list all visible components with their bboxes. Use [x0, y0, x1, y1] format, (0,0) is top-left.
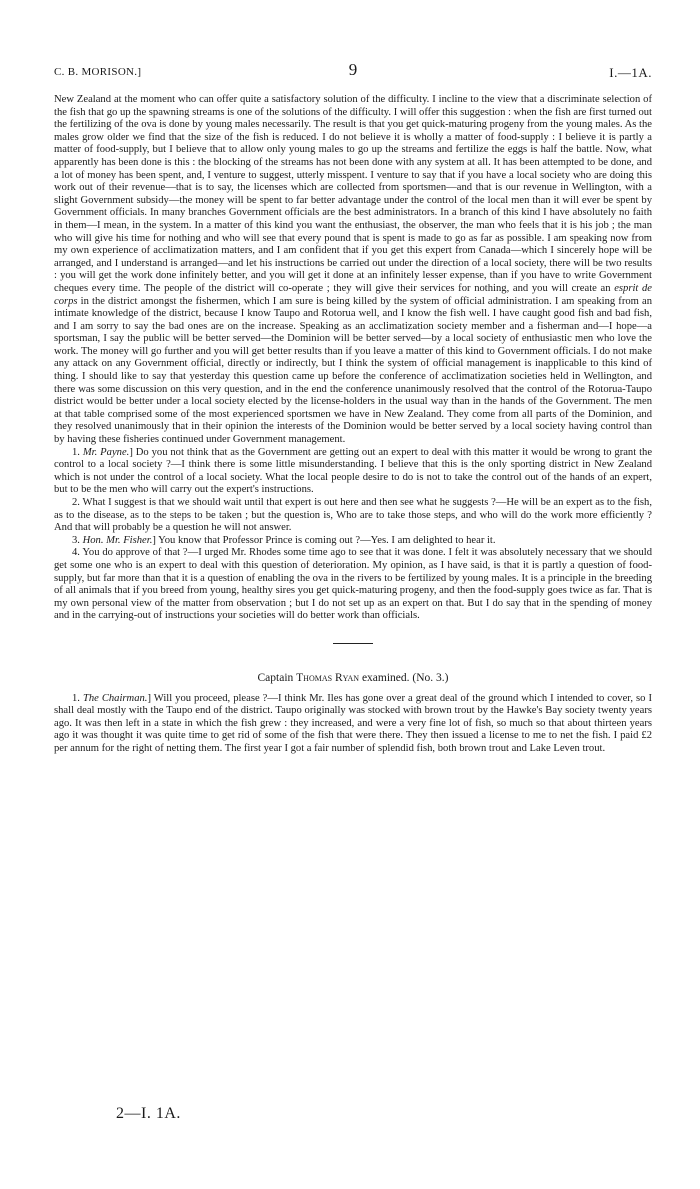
- italic-text: Mr. Payne.: [82, 446, 130, 458]
- testimony-body: [54, 94, 652, 756]
- paragraph: [54, 447, 652, 497]
- paragraph: [54, 547, 652, 623]
- italic-text: The Chairman.: [82, 692, 148, 704]
- paragraph-text: 2. What I suggest is that we should wait until that expert is out here and then see what he suggests ?—He will be an expert as to the fish, as to the disease, as to the steps to be taken ; but the question is, Who are to take those steps, and who will do the work more efficiently ? And that will probably be a question he will not answer.: [54, 497, 652, 534]
- paragraph: [54, 693, 652, 756]
- document-reference: I.—1A.: [609, 65, 652, 80]
- witness-name: Thomas Ryan: [296, 671, 360, 684]
- paragraph-text: 1.: [72, 692, 83, 704]
- paragraph: [54, 497, 652, 535]
- document-page: [54, 60, 652, 756]
- italic-text: esprit de corps: [54, 282, 653, 307]
- paragraph-text: 1.: [72, 446, 83, 458]
- page-header: [54, 60, 652, 82]
- testimony-paragraphs: [54, 94, 652, 623]
- paragraph-text: 4. You do approve of that ?—I urged Mr. Rhodes some time ago to see that it was done. I felt it was absolutely necessary that we should get some one who is an expert to deal with this question of deterioration. My opinion, as I have said, is that it is partly a question of food-supply, but far more than that it is a question of enabling the ova in the rivers to be fertilized by young males. It is a principle in the breeding of all animals that if you breed from young, healthy sires you get quick-maturing progeny, and then the food-supply goes twice as far. That is my own personal view of the matter from observation ; but I do not set up as an expert on that. But I do say that in the spending of money and in the carrying-out of instructions your societies will do better work than officials.: [54, 547, 652, 622]
- paragraph: [54, 94, 652, 447]
- witness-heading: [54, 672, 652, 685]
- italic-text: Hon. Mr. Fisher.: [82, 534, 153, 546]
- paragraph-text: 3.: [72, 534, 83, 546]
- header-author: C. B. MORISON.]: [54, 66, 142, 78]
- page-number: 9: [348, 60, 358, 79]
- paragraph-text: ] Do you not think that as the Government are getting out an expert to deal with this matter it would be wrong to grant the control to a local society ?—I think there is some little misunderstanding. I believe that this is the only sporting district in New Zealand which is not under the control of a local society. What the local people desire to do is not to take the control out of the hands of an expert, but to be the men who will carry out the expert's instructions.: [54, 446, 653, 496]
- witness-paragraphs: [54, 693, 652, 756]
- paragraph-text: in the district amongst the fishermen, which I am sure is being killed by the system of official administration. I am speaking from an intimate knowledge of the district, because I know Taupo and Rotorua well, and I know the fish well. I have caught good fish and bad fish, and I am sorry to say the bad ones are on the increase. Speaking as an acclimatization society member and a fisherman and—I hope—a sportsman, I say the public will be better served—the Dominion will be better served—by a local society of enthusiastic men who love the work. The money will go further and you will get better results than if you leave a matter of this kind to Government officials. I do not make any attack on any Government official, directly or indirectly, but I think the system of official management is inapplicable to this kind of thing. I should like to say that yesterday this question came up before the conference of acclimatization societies held in Wellington, and there was some discussion on this very question, and in the end the conference unanimously resolved that the control of the Rotorua-Taupo district would be better under a local society elected by the license-holders in the usual way than in the hands of the Government. The men at that table comprised some of the most experienced sportsmen we have in New Zealand. They come from all parts of the Dominion, and they resolved unanimously that in their opinion the interests of the Dominion would be better served by a local society having control than by having these fisheries continued under Government management.: [54, 295, 652, 446]
- section-divider: [333, 643, 373, 644]
- paragraph-text: ] Will you proceed, please ?—I think Mr. Iles has gone over a great deal of the ground which I intended to cover, so I shall deal mostly with the Taupo end of the district. Taupo originally was stocked with brown trout by the Hawke's Bay society twenty years ago. It was then left in a state in which the fish grew : they increased, and were a very fine lot of fish, so much so that about thirteen years ago it was thought it was quite time to get rid of some of the fish that were there. They then issued a license to me to net the fish. I paid £2 per annum for the right of netting them. The first year I got a fair number of splendid fish, both brown trout and Lake Leven trout.: [54, 692, 652, 754]
- witness-heading-prefix: Captain: [257, 671, 297, 684]
- signature-mark: 2—I. 1A.: [116, 1105, 181, 1122]
- paragraph-text: ] You know that Professor Prince is coming out ?—Yes. I am delighted to hear it.: [152, 534, 496, 546]
- paragraph-text: New Zealand at the moment who can offer quite a satisfactory solution of the difficulty. I incline to the view that a discriminate selection of the fish that go up the spawning streams is one of the solutions of the difficulty. I will offer this suggestion : when the fish are first turned out the fertilizing of the ova is done by young males necessarily. The result is that you get quick-maturing progeny from the young males. As the males grow older we find that the size of the fish is reduced. I do not believe it is wholly a matter of food-supply : I believe it is partly a matter of food-supply, but I believe that to allow only young males to go up the streams and fertilize the eggs is half the battle. Now, what apparently has been done is this : the blocking of the streams has not been done with any system at all. It has been attempted to be done, and a lot of money has been spent, and, I venture to suggest, utterly misspent. I venture to say that if you have a local society who are doing this work out of their revenue—that is to say, the licenses which are collected from sportsmen—and that is our revenue in Wellington, with a slight Government subsidy—the money will be spent to far better advantage under the control of the local men than it will ever be spent by Government officials. In many branches Government officials are the best administrators. In a branch of this kind I have absolutely no faith in them—I mean, in the system. In a matter of this kind you want the enthusiast, the observer, the man who feels that it is his job ; the man who will give his time for nothing and who will see that every pound that is spent is made to go as far as possible. I am speaking now from my own experience of acclimatization matters, and I am confident that if you get this expert from Canada—which I sincerely hope will be arranged, and I understand is arranged—and let his instructions be carried out under the direction of a local society, there will be two results : you will get the work done infinitely better, and you will get it done at an infinitely lesser expense, than if you have to write Government cheques every time. The people of the district will co-operate ; they will give their services for nothing, and you will create an: [54, 94, 652, 294]
- paragraph: [54, 535, 652, 548]
- witness-heading-suffix: examined. (No. 3.): [359, 671, 449, 684]
